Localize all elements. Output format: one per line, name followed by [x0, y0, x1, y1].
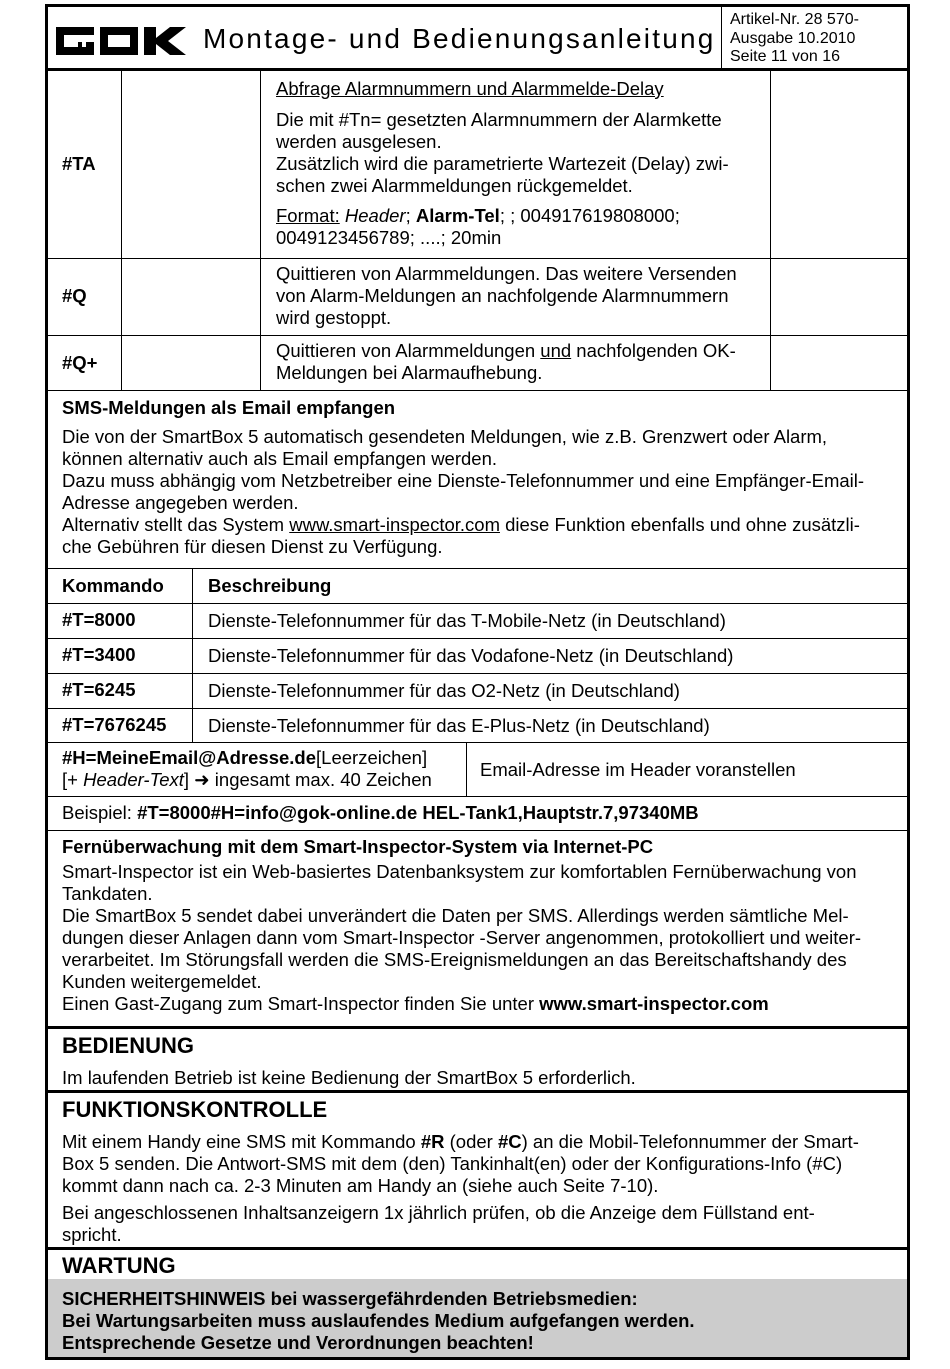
table-row-cmd: #T=6245 [62, 679, 136, 700]
example-line: Beispiel: #T=8000#H=info@gok-online.de HEL-Tank1,Hauptstr.7,97340MB [62, 802, 699, 823]
bedienung-section: BEDIENUNG Im laufenden Betrieb ist keine Bedienung der SmartBox 5 erforderlich. [62, 1033, 636, 1088]
email-command-cell: #H=MeineEmail@Adresse.de[Leerzeichen] [+ Header-Text] ➜ ingesamt max. 40 Zeichen [62, 747, 432, 790]
command-q-plus: #Q+ [62, 352, 98, 373]
page-header [48, 7, 907, 71]
document-page [45, 4, 910, 1360]
funktionskontrolle-title: FUNKTIONSKONTROLLE [62, 1097, 328, 1122]
ta-format: Format: Header; Alarm-Tel; ; 004917619808000; [276, 205, 680, 226]
ta-description: Abfrage Alarmnummern und Alarmmelde-Delay Die mit #Tn= gesetzten Alarmnummern der Alarmkette werden ausgelesen. Zusätzlich wird die parametrierte Wartezeit (Delay) zwi- schen zwei Alarmmeldungen rückgemeldet. Format: Header; Alarm-Tel; ; 004917619808000; 0049123456789; ....; 20min [276, 78, 766, 249]
command-q: #Q [62, 285, 87, 306]
table-row-cmd: #T=3400 [62, 644, 136, 665]
wartung-title: WARTUNG [62, 1253, 176, 1278]
bedienung-title: BEDIENUNG [62, 1033, 195, 1058]
table-row-desc: Dienste-Telefonnummer für das O2-Netz (in Deutschland) [208, 680, 680, 701]
column-header-description: Beschreibung [208, 575, 332, 596]
sms-email-section: SMS-Meldungen als Email empfangen Die von der SmartBox 5 automatisch gesendeten Meldungen, wie z.B. Grenzwert oder Alarm, können alternativ auch als Email empfangen werden. Dazu muss abhängig vom Netzbetreiber eine Dienste-Telefonnummer und eine Empfänger-Email- Adresse angegeben werden. Alternativ stellt das System www.smart-inspector.com diese Funktion ebenfalls und ohne zusätzli- che Gebühren für diesen Dienst zu Verfügung. [62, 397, 902, 558]
remote-monitoring-section: Fernüberwachung mit dem Smart-Inspector-System via Internet-PC Smart-Inspector ist ein Web-basiertes Datenbanksystem zur komfortablen Fernüberwachung von Tankdaten. Die SmartBox 5 sendet dabei unverändert die Daten per SMS. Allerdings werden sämtliche Mel- dungen dieser Anlagen dann vom Smart-Inspector -Server angenommen, protokolliert und weiter- verarbeitet. Im Störungsfall werden die SMS-Ereignismeldungen an das Bereitschaftshandy des Kunden weitergemeldet. Einen Gast-Zugang zum Smart-Inspector finden Sie unter www.smart-inspector.com [62, 836, 902, 1015]
smart-inspector-link[interactable]: www.smart-inspector.com [539, 993, 769, 1014]
sms-email-title: SMS-Meldungen als Email empfangen [62, 397, 396, 418]
gok-logo-icon [56, 27, 186, 55]
column-header-command: Kommando [62, 575, 164, 596]
smart-inspector-link[interactable]: www.smart-inspector.com [289, 514, 500, 535]
funktionskontrolle-section: FUNKTIONSKONTROLLE Mit einem Handy eine SMS mit Kommando #R (oder #C) an die Mobil-Telefonnummer der Smart- Box 5 senden. Die Antwort-SMS mit dem (den) Tankinhalt(en) oder der Konfigurations-Info (#C) kommt dann nach ca. 2-3 Minuten am Handy an (siehe auch Seite 7-10). Bei angeschlossenen Inhaltsanzeigern 1x jährlich prüfen, ob die Anzeige dem Füllstand ent- spricht. [62, 1097, 902, 1246]
table-row-desc: Dienste-Telefonnummer für das E-Plus-Netz (in Deutschland) [208, 715, 710, 736]
safety-notice: SICHERHEITSHINWEIS bei wassergefährdenden Betriebsmedien: Bei Wartungsarbeiten muss auslaufendes Medium aufgefangen werden. Entsprechende Gesetze und Verordnungen beachten! [62, 1288, 695, 1353]
remote-title: Fernüberwachung mit dem Smart-Inspector-System via Internet-PC [62, 836, 654, 857]
q-plus-description: Quittieren von Alarmmeldungen und nachfolgenden OK- Meldungen bei Alarmaufhebung. [276, 340, 736, 383]
edition: Ausgabe 10.2010 [730, 29, 856, 47]
ta-heading: Abfrage Alarmnummern und Alarmmelde-Delay [276, 78, 664, 99]
page-number: Seite 11 von 16 [730, 48, 841, 65]
article-number: Artikel-Nr. 28 570- [730, 11, 859, 28]
q-description: Quittieren von Alarmmeldungen. Das weitere Versenden von Alarm-Meldungen an nachfolgende Alarmnummern wird gestoppt. [276, 263, 737, 328]
table-row-cmd: #T=8000 [62, 609, 136, 630]
table-row-desc: Dienste-Telefonnummer für das T-Mobile-Netz (in Deutschland) [208, 610, 726, 631]
command-ta: #TA [62, 153, 96, 174]
document-title: Montage- und Bedienungsanleitung [203, 23, 716, 54]
document-info [721, 7, 907, 68]
email-description: Email-Adresse im Header voranstellen [480, 759, 796, 780]
table-row-desc: Dienste-Telefonnummer für das Vodafone-Netz (in Deutschland) [208, 645, 734, 666]
table-row-cmd: #T=7676245 [62, 714, 167, 735]
